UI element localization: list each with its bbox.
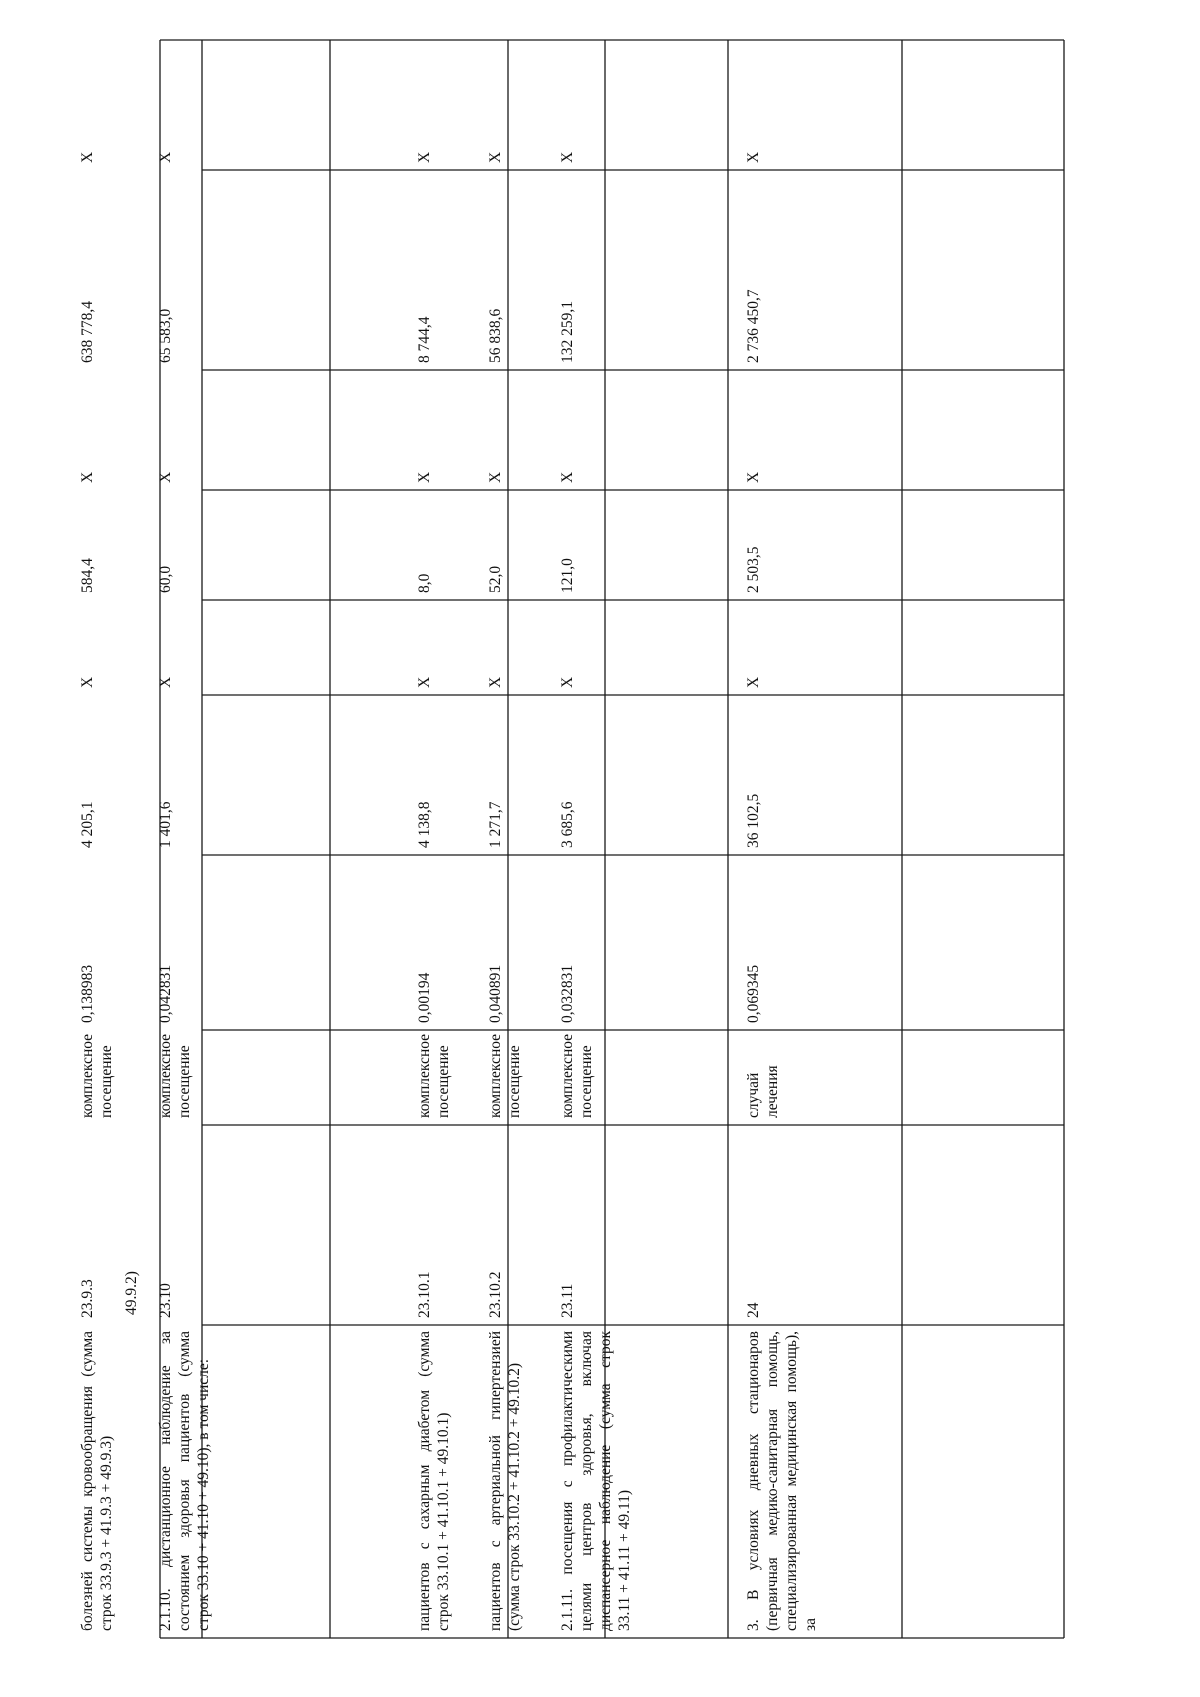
- cross-mark-2: X: [79, 471, 96, 483]
- total-value: 638 778,4: [79, 301, 96, 363]
- row-number: 23.10.2: [487, 1271, 504, 1318]
- cross-mark-3: X: [79, 151, 96, 163]
- cross-mark-1: X: [559, 676, 576, 688]
- norm-cost: 1 401,6: [157, 801, 174, 848]
- row-number: 23.10.1: [416, 1271, 433, 1318]
- row-name: пациентов с сахарным диабетом (сумма строк 33.10.1 + 41.10.1 + 49.10.1): [416, 1331, 452, 1631]
- per-capita-value: 52,0: [487, 565, 504, 593]
- norm-volume: 0,069345: [745, 964, 762, 1023]
- unit-of-measure: случай лечения: [745, 1065, 781, 1118]
- row-number: 24: [745, 1302, 762, 1318]
- cross-mark-3: X: [487, 151, 504, 163]
- unit-of-measure: комплексное посещение: [487, 1033, 523, 1118]
- row-name: пациентов с артериальной гипертензией (сумма строк 33.10.2 + 41.10.2 + 49.10.2): [487, 1331, 523, 1631]
- cross-mark-2: X: [745, 471, 762, 483]
- cross-mark-2: X: [157, 471, 174, 483]
- norm-volume: 0,040891: [487, 964, 504, 1023]
- cross-mark-1: X: [157, 676, 174, 688]
- cross-mark-1: X: [79, 676, 96, 688]
- cross-mark-3: X: [157, 151, 174, 163]
- row-name: 2.1.10. дистанционное наблюдение за состоянием здоровья пациентов (сумма строк 33.10 + 41.10 + 49.10), в том числе:: [157, 1331, 212, 1631]
- cross-mark-2: X: [487, 471, 504, 483]
- cross-mark-1: X: [487, 676, 504, 688]
- top-row-label: 49.9.2): [123, 1271, 140, 1315]
- norm-cost: 3 685,6: [559, 801, 576, 848]
- row-name: 2.1.11. посещения с профилактическими целями центров здоровья, включая диспансерное наблюдение (сумма строк 33.11 + 41.11 + 49.11): [559, 1331, 633, 1631]
- norm-cost: 4 205,1: [79, 801, 96, 848]
- per-capita-value: 2 503,5: [745, 546, 762, 593]
- norm-volume: 0,032831: [559, 964, 576, 1023]
- cross-mark-3: X: [559, 151, 576, 163]
- norm-cost: 36 102,5: [745, 793, 762, 848]
- cross-mark-3: X: [745, 151, 762, 163]
- norm-volume: 0,00194: [416, 972, 433, 1023]
- norm-cost: 4 138,8: [416, 801, 433, 848]
- total-value: 8 744,4: [416, 316, 433, 363]
- norm-volume: 0,042831: [157, 964, 174, 1023]
- row-name: 3. В условиях дневных стационаров (первичная медико-санитарная помощь, специализированная медицинская помощь), за: [745, 1331, 819, 1631]
- per-capita-value: 60,0: [157, 565, 174, 593]
- total-value: 132 259,1: [559, 301, 576, 363]
- per-capita-value: 8,0: [416, 573, 433, 593]
- row-name: болезней системы кровообращения (сумма строк 33.9.3 + 41.9.3 + 49.9.3): [79, 1331, 115, 1631]
- unit-of-measure: комплексное посещение: [416, 1033, 452, 1118]
- norm-cost: 1 271,7: [487, 801, 504, 848]
- row-number: 23.9.3: [79, 1279, 96, 1318]
- per-capita-value: 584,4: [79, 558, 96, 593]
- unit-of-measure: комплексное посещение: [157, 1033, 193, 1118]
- norm-volume: 0,138983: [79, 964, 96, 1023]
- cross-mark-2: X: [416, 471, 433, 483]
- row-number: 23.11: [559, 1283, 576, 1318]
- per-capita-value: 121,0: [559, 558, 576, 593]
- cross-mark-1: X: [416, 676, 433, 688]
- cross-mark-3: X: [416, 151, 433, 163]
- cross-mark-2: X: [559, 471, 576, 483]
- row-number: 23.10: [157, 1283, 174, 1318]
- total-value: 56 838,6: [487, 308, 504, 363]
- total-value: 2 736 450,7: [745, 289, 762, 363]
- unit-of-measure: комплексное посещение: [79, 1033, 115, 1118]
- total-value: 65 583,0: [157, 308, 174, 363]
- cross-mark-1: X: [745, 676, 762, 688]
- unit-of-measure: комплексное посещение: [559, 1033, 595, 1118]
